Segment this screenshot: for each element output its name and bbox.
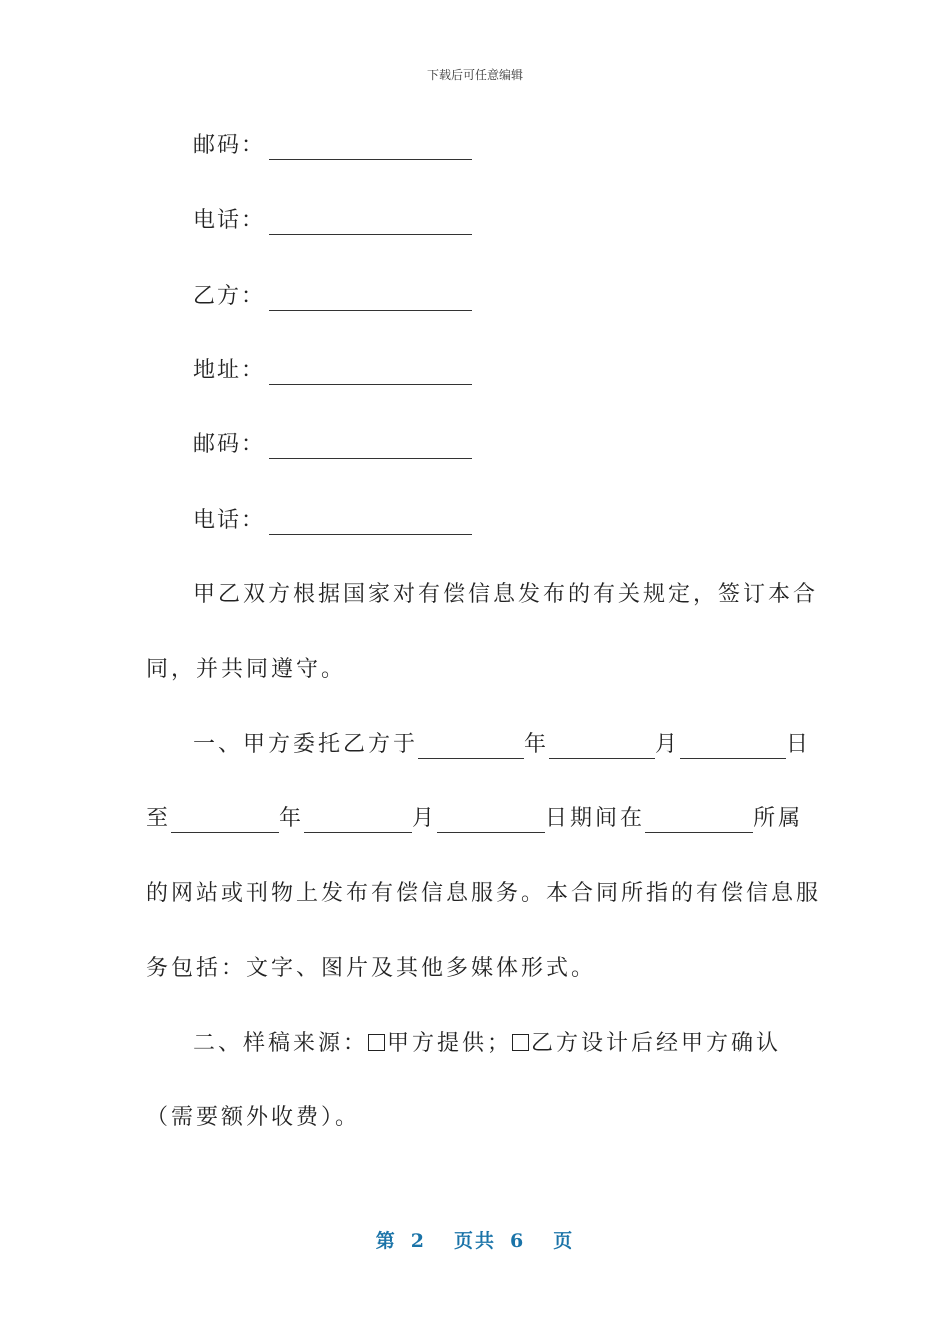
field-address-b <box>193 357 472 385</box>
clause1-to: 至 <box>146 806 172 831</box>
day-label: 日 <box>786 732 812 757</box>
fill-blank[interactable] <box>269 288 472 311</box>
field-label: 地址： <box>193 358 266 383</box>
clause1-line-1 <box>193 731 853 759</box>
fill-blank[interactable] <box>269 436 472 459</box>
clause2-prefix: 二、样稿来源： <box>193 1031 369 1056</box>
fill-blank[interactable] <box>269 362 472 385</box>
checkbox-party-b[interactable] <box>512 1034 529 1051</box>
month-label: 月 <box>655 732 681 757</box>
fill-blank[interactable] <box>269 512 472 535</box>
fill-blank-month[interactable] <box>549 736 655 759</box>
field-label: 邮码： <box>193 432 266 457</box>
clause2-line-2: （需要额外收费）。 <box>146 1105 361 1130</box>
page-header: 下载后可任意编辑 <box>426 68 523 82</box>
footer-total-unit: 页 <box>553 1230 575 1252</box>
clause2-line-1 <box>193 1030 853 1058</box>
period-label: 日期间在 <box>545 806 646 831</box>
fill-blank[interactable] <box>269 137 472 160</box>
clause1-line-2 <box>146 805 806 833</box>
field-label: 电话： <box>193 208 266 233</box>
field-postcode-b <box>193 431 472 459</box>
field-postcode-a <box>193 132 472 160</box>
fill-blank-day[interactable] <box>437 810 545 833</box>
year-label: 年 <box>279 806 305 831</box>
fill-blank-month[interactable] <box>304 810 412 833</box>
fill-blank-media[interactable] <box>645 810 753 833</box>
option-party-a-label: 甲方提供； <box>387 1031 513 1056</box>
field-label: 乙方： <box>193 284 266 309</box>
checkbox-party-a[interactable] <box>368 1034 385 1051</box>
intro-line-2: 同，并共同遵守。 <box>146 657 347 682</box>
field-phone-b <box>193 507 472 535</box>
field-phone-a <box>193 207 472 235</box>
footer-total-pages: 6 <box>510 1230 526 1252</box>
field-party-b <box>193 283 472 311</box>
footer-page-label: 第 <box>375 1230 397 1252</box>
field-label: 电话： <box>193 508 266 533</box>
page-footer <box>0 1226 950 1253</box>
field-label: 邮码： <box>193 133 266 158</box>
clause1-line-3: 的网站或刊物上发布有偿信息服务。本合同所指的有偿信息服 <box>146 881 822 906</box>
option-party-b-label: 乙方设计后经甲方确认 <box>531 1031 782 1056</box>
month-label: 月 <box>412 806 438 831</box>
footer-page-number: 2 <box>410 1230 426 1252</box>
year-label: 年 <box>524 732 550 757</box>
fill-blank[interactable] <box>269 212 472 235</box>
fill-blank-year[interactable] <box>418 736 524 759</box>
fill-blank-day[interactable] <box>680 736 786 759</box>
footer-page-unit: 页共 <box>453 1230 496 1252</box>
fill-blank-year[interactable] <box>171 810 279 833</box>
belong-label: 所属 <box>753 806 804 831</box>
intro-line-1: 甲乙双方根据国家对有偿信息发布的有关规定，签订本合 <box>193 582 819 607</box>
clause1-line-4: 务包括：文字、图片及其他多媒体形式。 <box>146 956 597 981</box>
clause1-prefix: 一、甲方委托乙方于 <box>193 732 419 757</box>
